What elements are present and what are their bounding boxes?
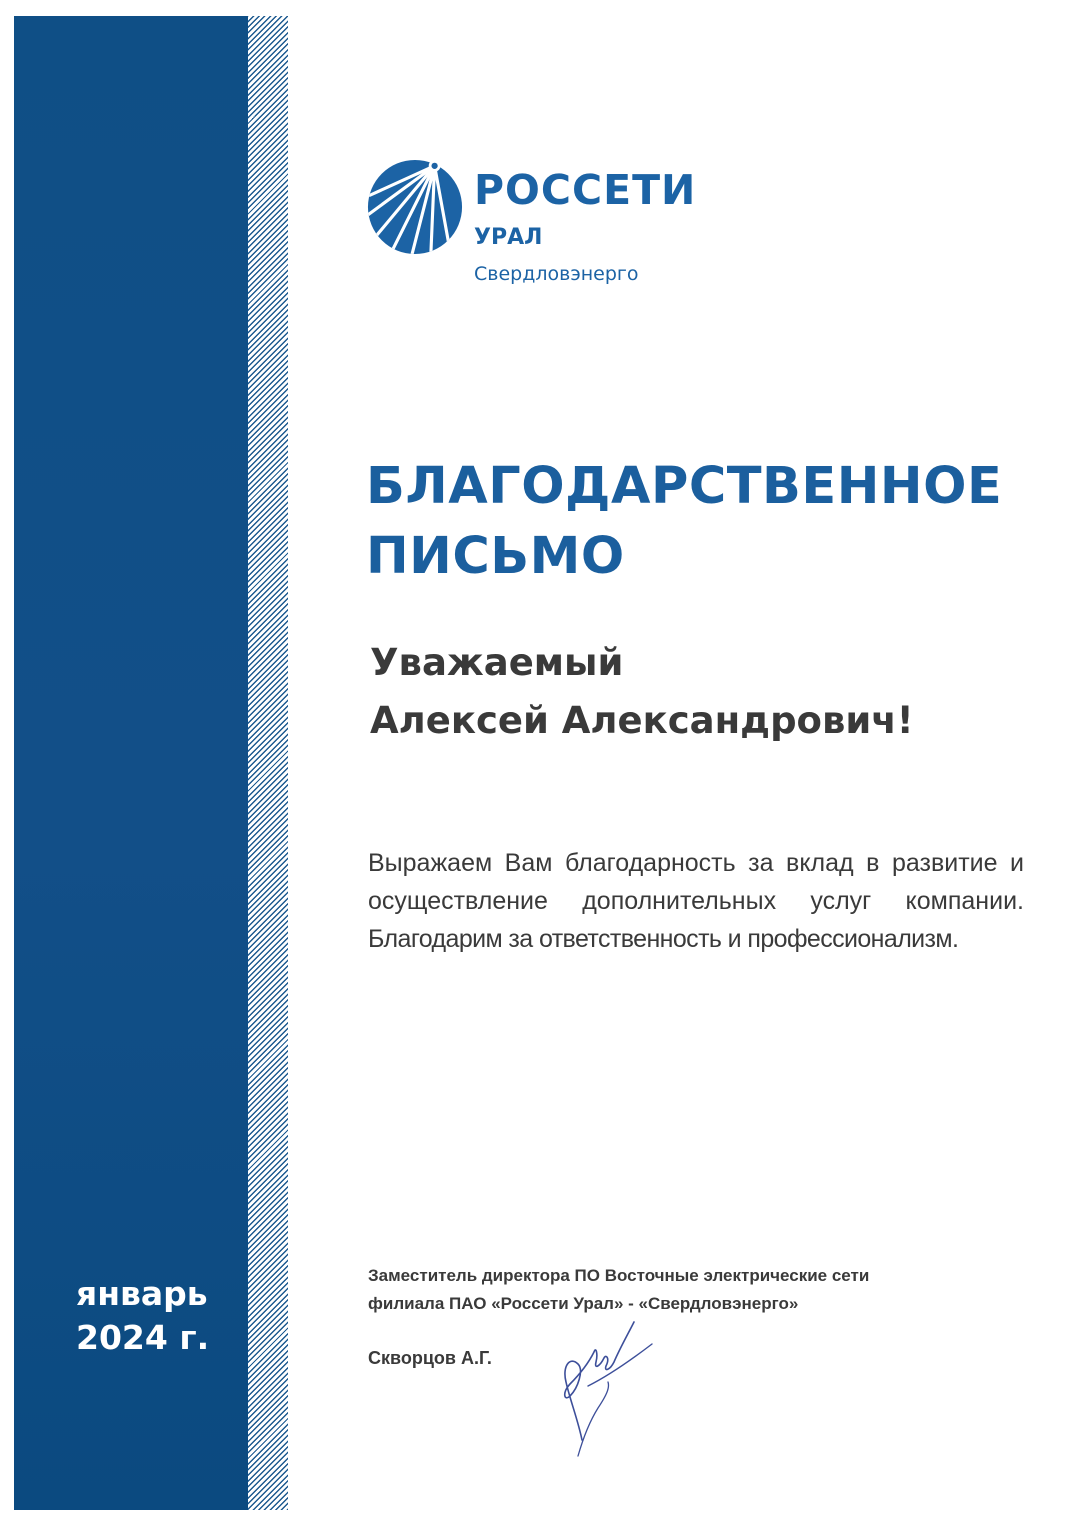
salutation-line-2: Алексей Александрович! bbox=[370, 699, 914, 742]
salutation bbox=[370, 634, 990, 750]
rosseti-logo-icon bbox=[366, 158, 464, 256]
letter-title bbox=[366, 452, 1003, 592]
body-line-1: Выражаем Вам благодарность за вклад в развитие и bbox=[368, 849, 1024, 877]
signer-position bbox=[368, 1262, 928, 1318]
signer-position-line-1: Заместитель директора ПО Восточные электрические сети bbox=[368, 1266, 870, 1285]
signer-name: Скворцов А.Г. bbox=[368, 1348, 492, 1368]
letter-body bbox=[368, 844, 1024, 958]
hatched-stripe bbox=[248, 16, 288, 1510]
handwritten-signature bbox=[548, 1316, 668, 1464]
issue-date-month: январь bbox=[76, 1274, 208, 1313]
title-line-2: ПИСЬМО bbox=[366, 527, 625, 586]
title-line-1: БЛАГОДАРСТВЕННОЕ bbox=[366, 457, 1003, 516]
company-logo bbox=[366, 158, 697, 298]
issue-date bbox=[76, 1272, 209, 1360]
logo-region: УРАЛ bbox=[474, 225, 543, 250]
body-line-2: осуществление дополнительных услуг компании. bbox=[368, 887, 1024, 915]
logo-name: РОССЕТИ bbox=[474, 166, 697, 214]
salutation-line-1: Уважаемый bbox=[370, 641, 624, 684]
issue-date-year: 2024 г. bbox=[76, 1318, 210, 1357]
signer-position-line-2: филиала ПАО «Россети Урал» - «Свердловэнерго» bbox=[368, 1294, 799, 1313]
body-line-3: Благодарим за ответственность и профессионализм. bbox=[368, 925, 959, 953]
logo-branch: Свердловэнерго bbox=[474, 263, 639, 285]
